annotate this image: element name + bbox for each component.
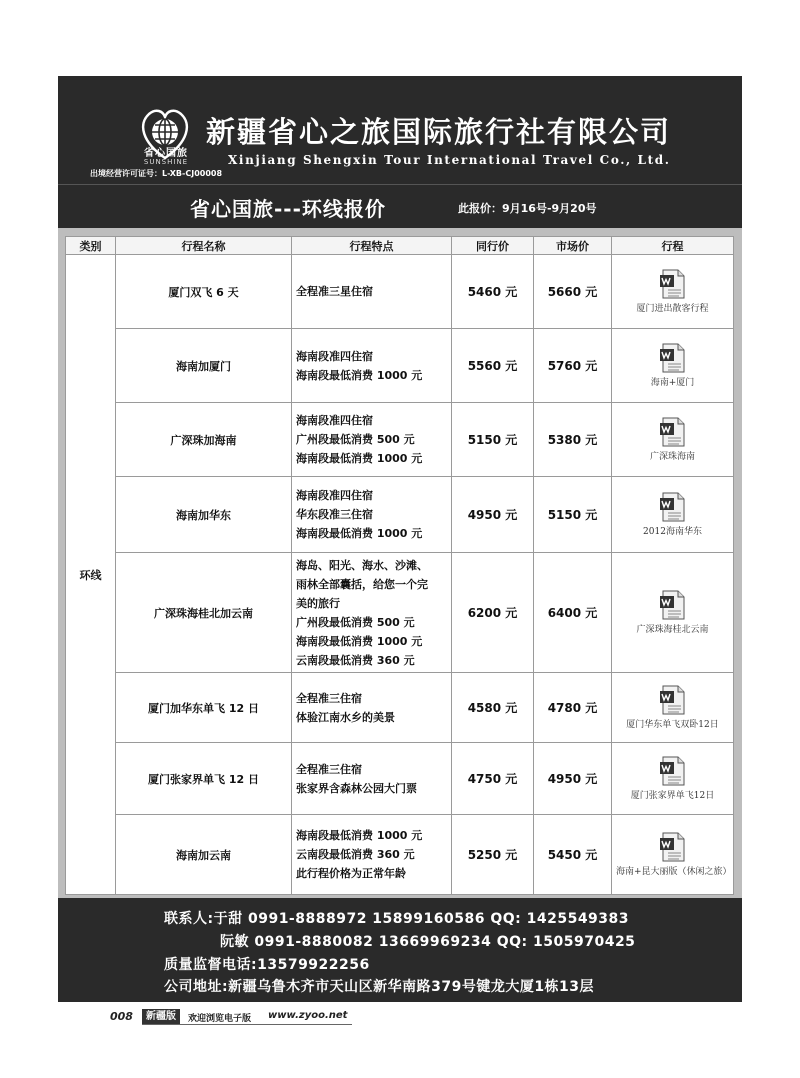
- word-document-icon[interactable]: [659, 363, 687, 376]
- route-features: [292, 255, 452, 329]
- route-name: 海南加云南: [116, 815, 292, 895]
- header-market-price: 市场价: [534, 237, 612, 255]
- word-document-icon[interactable]: [659, 512, 687, 525]
- route-features: [292, 553, 452, 673]
- table-row: [66, 553, 734, 673]
- feature-line: 广州段最低消费 500 元: [296, 615, 415, 629]
- logo-text-en: SUNSHINE: [143, 158, 189, 166]
- route-name: 海南加华东: [116, 477, 292, 553]
- feature-line: 雨林全部囊括，给您一个完: [296, 577, 428, 591]
- peer-price: 4950 元: [452, 477, 534, 553]
- table-header-row: [66, 237, 734, 255]
- itinerary-document[interactable]: [612, 255, 734, 329]
- company-address: 公司地址:新疆乌鲁木齐市天山区新华南路379号键龙大厦1栋13层: [164, 979, 595, 995]
- feature-line: 全程准三住宿: [296, 691, 362, 705]
- market-price: 6400 元: [534, 553, 612, 673]
- itinerary-document[interactable]: [612, 477, 734, 553]
- document-label[interactable]: 2012海南华东: [643, 526, 702, 537]
- feature-line: 海南段准四住宿: [296, 414, 373, 427]
- feature-line: 海南段最低消费 1000 元: [296, 368, 423, 382]
- contact-footer: [58, 898, 742, 1002]
- supervision-phone: 质量监督电话:13579922256: [164, 957, 370, 973]
- market-price: 5660 元: [534, 255, 612, 329]
- feature-line: 海南段准四住宿: [296, 489, 373, 502]
- feature-line: 海南段准四住宿: [296, 349, 373, 363]
- document-label[interactable]: 海南+厦门: [650, 377, 695, 388]
- route-features: [292, 815, 452, 895]
- feature-line: 全程准三星住宿: [296, 285, 373, 298]
- feature-line: 海南段最低消费 1000 元: [296, 527, 423, 540]
- website-link[interactable]: www.zyoo.net: [268, 1010, 348, 1021]
- quote-title: 省心国旅---环线报价: [190, 197, 386, 221]
- itinerary-document[interactable]: [612, 673, 734, 743]
- feature-line: 海南段最低消费 1000 元: [296, 452, 423, 465]
- feature-line: 体验江南水乡的美景: [296, 710, 395, 724]
- document-label[interactable]: 海南+昆大丽版（休闲之旅）: [616, 866, 732, 877]
- header-peer-price: 同行价: [452, 237, 534, 255]
- license-number: 出境经营许可证号：L-XB-CJ00008: [90, 169, 223, 178]
- route-name: 厦门张家界单飞 12 日: [116, 743, 292, 815]
- table-row: [66, 815, 734, 895]
- welcome-text: 欢迎浏览电子版: [188, 1014, 252, 1024]
- word-document-icon[interactable]: [659, 705, 687, 718]
- feature-line: 海南段最低消费 1000 元: [296, 634, 423, 648]
- market-price: 4780 元: [534, 673, 612, 743]
- bottom-divider: [142, 1024, 352, 1025]
- header-divider: [58, 184, 742, 185]
- feature-line: 美的旅行: [296, 596, 340, 610]
- market-price: 5450 元: [534, 815, 612, 895]
- header-banner: [58, 76, 742, 228]
- feature-line: 华东段准三住宿: [296, 508, 373, 521]
- logo-text-cn: 省心国旅: [144, 148, 188, 159]
- route-features: [292, 403, 452, 477]
- table-row: [66, 329, 734, 403]
- quote-date-range: 此报价：9月16号-9月20号: [458, 202, 597, 215]
- company-name-cn: 新疆省心之旅国际旅行社有限公司: [206, 115, 672, 149]
- route-features: [292, 673, 452, 743]
- market-price: 5150 元: [534, 477, 612, 553]
- route-features: [292, 743, 452, 815]
- word-document-icon[interactable]: [659, 852, 687, 865]
- peer-price: 5460 元: [452, 255, 534, 329]
- document-label[interactable]: 厦门华东单飞双卧12日: [626, 719, 719, 730]
- table-row: [66, 403, 734, 477]
- table-row: [66, 477, 734, 553]
- route-name: 厦门加华东单飞 12 日: [116, 673, 292, 743]
- feature-line: 全程准三住宿: [296, 762, 362, 776]
- word-document-icon[interactable]: [659, 437, 687, 450]
- route-name: 广深珠加海南: [116, 403, 292, 477]
- feature-line: 张家界含森林公园大门票: [296, 781, 417, 795]
- header-features: 行程特点: [292, 237, 452, 255]
- category-cell: 环线: [66, 255, 116, 895]
- route-name: 厦门双飞 6 天: [116, 255, 292, 329]
- page-number: 008: [110, 1010, 133, 1023]
- route-name: 海南加厦门: [116, 329, 292, 403]
- word-document-icon[interactable]: [659, 776, 687, 789]
- market-price: 5380 元: [534, 403, 612, 477]
- header-category: 类别: [66, 237, 116, 255]
- feature-line: 海南段最低消费 1000 元: [296, 829, 423, 842]
- peer-price: 4750 元: [452, 743, 534, 815]
- peer-price: 6200 元: [452, 553, 534, 673]
- itinerary-document[interactable]: [612, 815, 734, 895]
- market-price: 4950 元: [534, 743, 612, 815]
- peer-price: 5250 元: [452, 815, 534, 895]
- peer-price: 5150 元: [452, 403, 534, 477]
- peer-price: 5560 元: [452, 329, 534, 403]
- route-features: [292, 477, 452, 553]
- document-label[interactable]: 厦门张家界单飞12日: [630, 790, 715, 801]
- header-itinerary: 行程: [612, 237, 734, 255]
- edition-badge: 新疆版: [142, 1009, 180, 1024]
- peer-price: 4580 元: [452, 673, 534, 743]
- table-row: [66, 743, 734, 815]
- company-name-en: Xinjiang Shengxin Tour International Travel Co., Ltd.: [228, 153, 671, 167]
- itinerary-document[interactable]: [612, 329, 734, 403]
- itinerary-document[interactable]: [612, 743, 734, 815]
- contact-line-2: 阮敏 0991-8880082 13669969234 QQ: 1505970425: [220, 934, 636, 950]
- feature-line: 此行程价格为正常年龄: [296, 867, 406, 880]
- itinerary-document[interactable]: [612, 403, 734, 477]
- feature-line: 云南段最低消费 360 元: [296, 653, 415, 667]
- route-features: [292, 329, 452, 403]
- header-route-name: 行程名称: [116, 237, 292, 255]
- table-row: [66, 255, 734, 329]
- contact-line-1: 联系人:于甜 0991-8888972 15899160586 QQ: 1425549383: [164, 911, 630, 927]
- feature-line: 海岛、阳光、海水、沙滩、: [296, 558, 428, 572]
- feature-line: 云南段最低消费 360 元: [296, 848, 415, 861]
- tour-price-table: [65, 236, 734, 895]
- feature-line: 广州段最低消费 500 元: [296, 433, 415, 446]
- route-name: 广深珠海桂北加云南: [116, 553, 292, 673]
- table-row: [66, 673, 734, 743]
- itinerary-document[interactable]: [612, 553, 734, 673]
- document-label[interactable]: 广深珠海桂北云南: [636, 624, 709, 635]
- market-price: 5760 元: [534, 329, 612, 403]
- word-document-icon[interactable]: [659, 610, 687, 623]
- word-document-icon[interactable]: [659, 289, 687, 302]
- document-label[interactable]: 广深珠海南: [649, 451, 695, 462]
- document-label[interactable]: 厦门进出散客行程: [636, 303, 709, 314]
